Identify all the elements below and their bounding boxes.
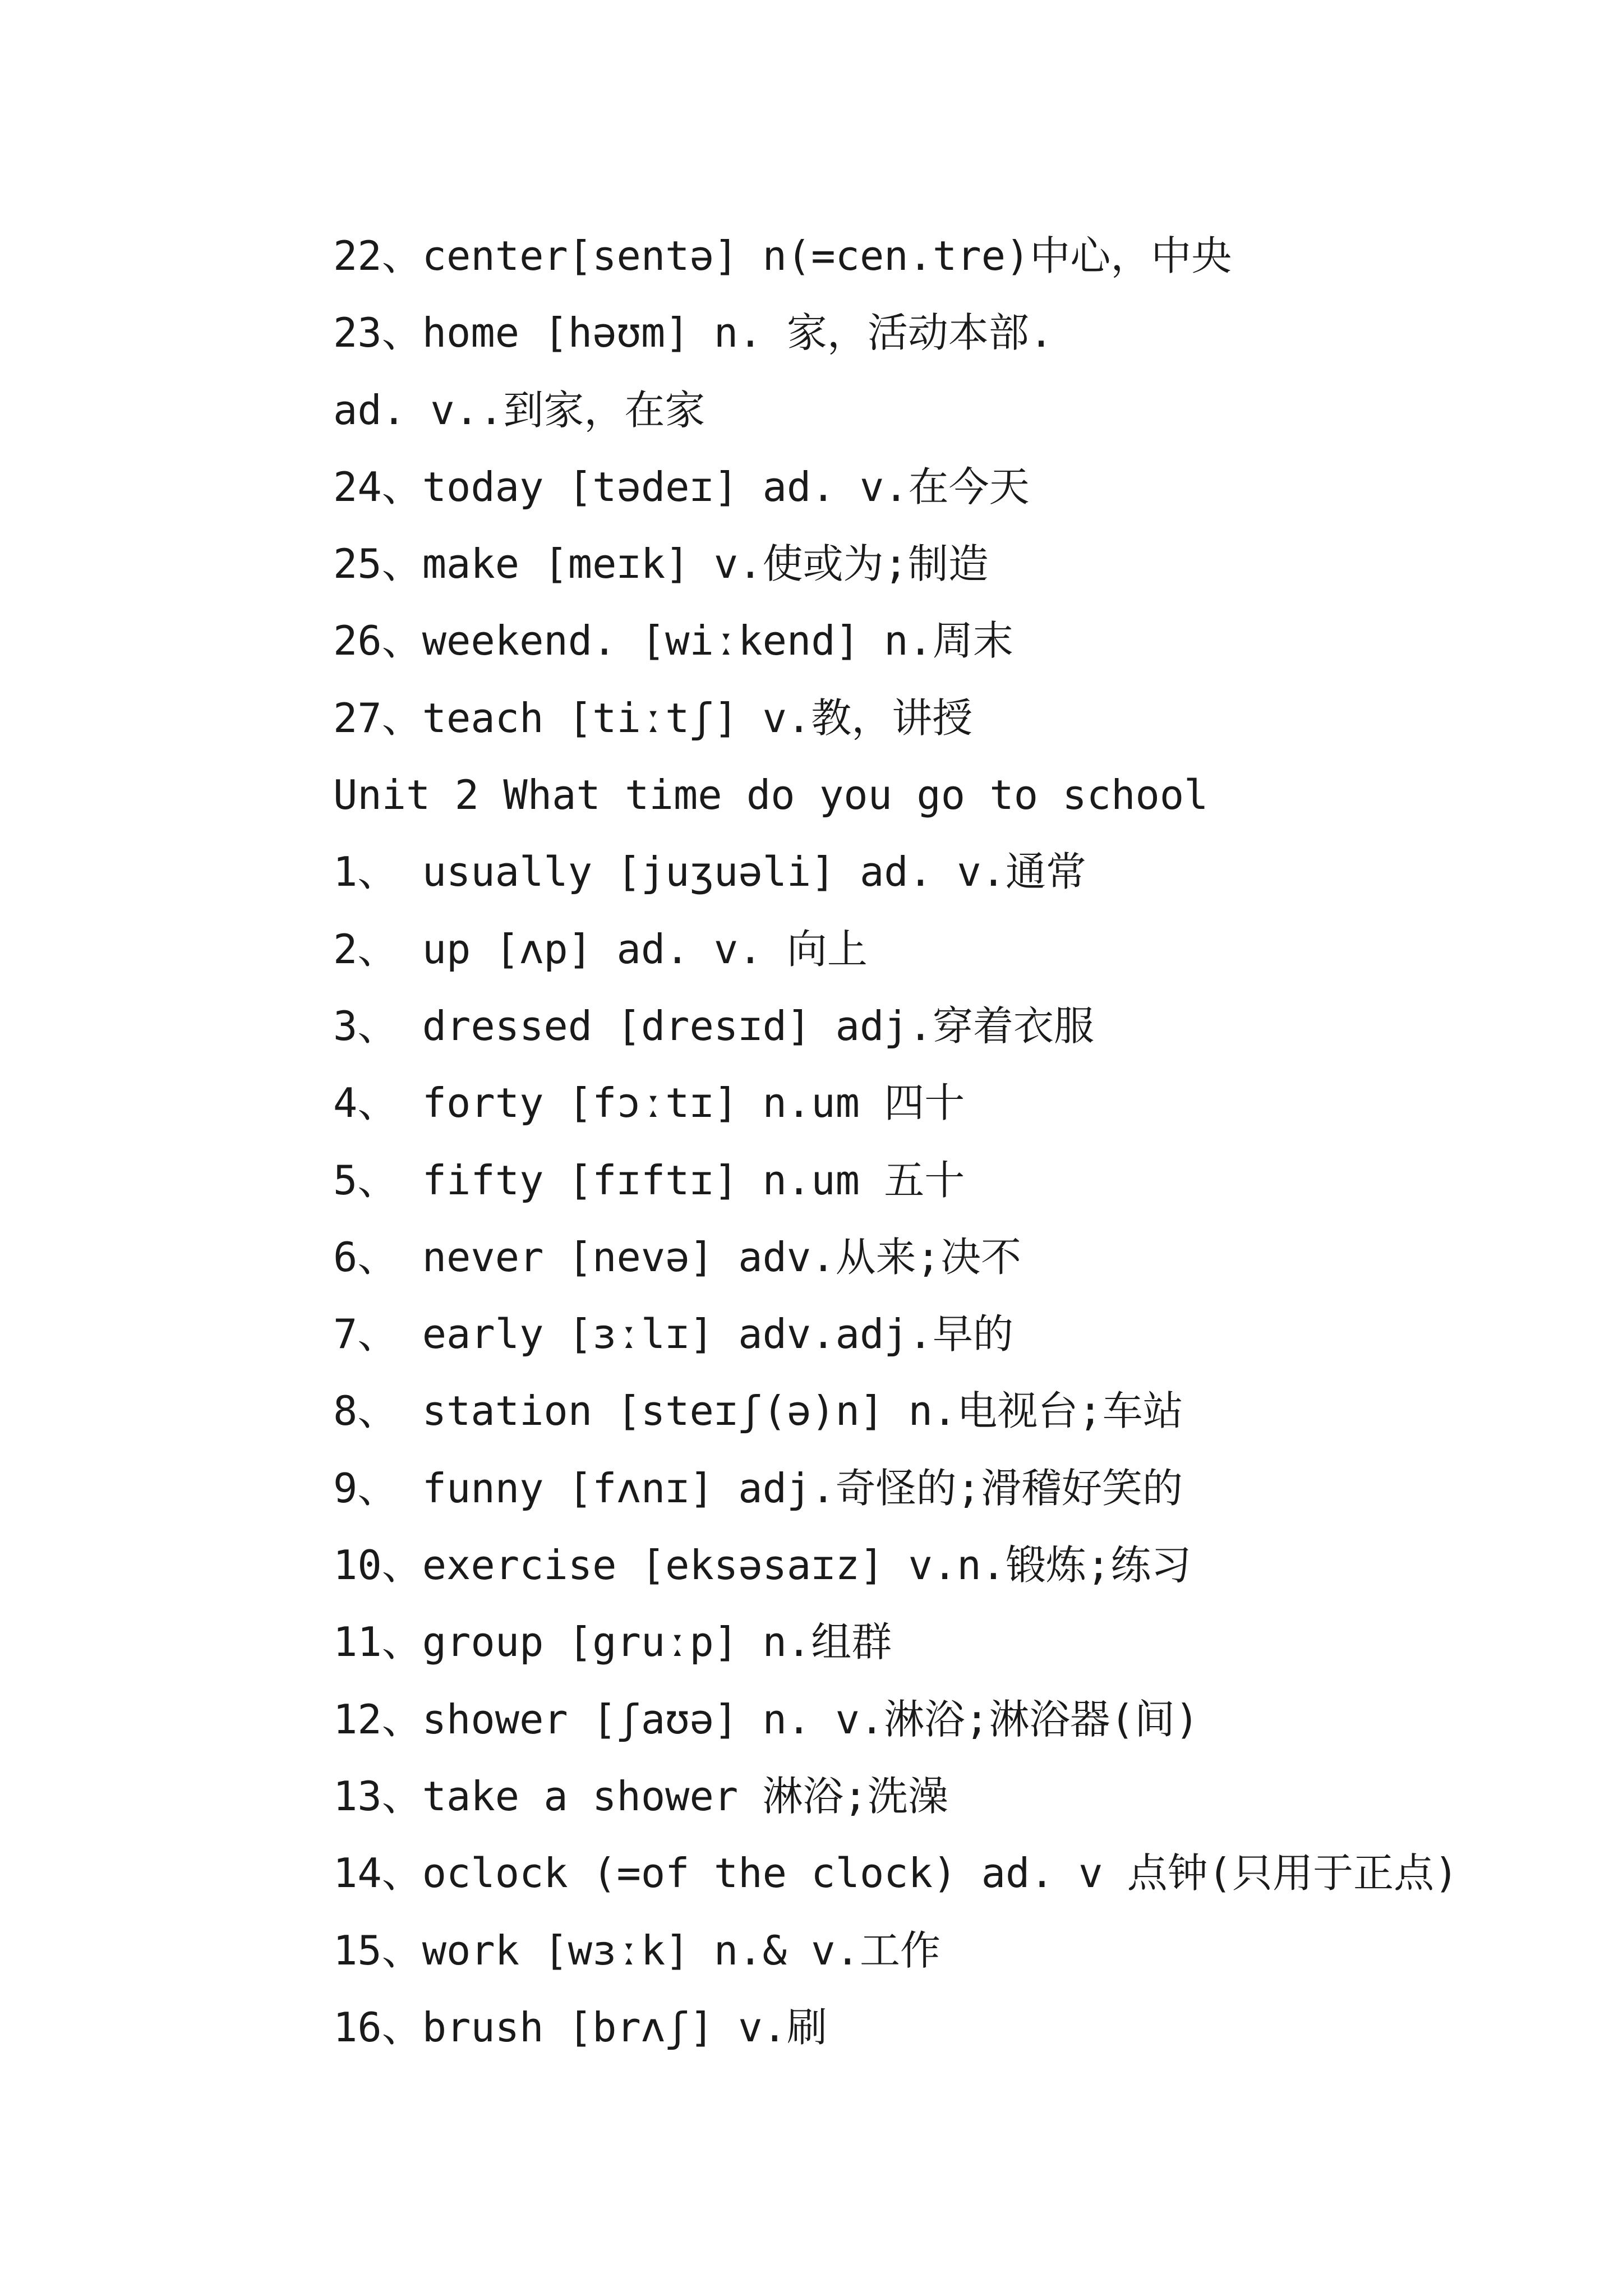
vocab-entry-22-center: 22、center[sentə] n(=cen.tre)中心，中央 — [333, 232, 1232, 279]
vocab-entry-3-dressed: 3、 dressed [dresɪd] adj.穿着衣服 — [333, 1002, 1094, 1050]
vocab-entry-16-brush: 16、brush [brʌʃ] v.刷 — [333, 2003, 827, 2051]
vocab-entry-11-group: 11、group [gruːp] n.组群 — [333, 1618, 892, 1666]
vocabulary-list — [333, 218, 1589, 2066]
vocab-entry-27-teach: 27、teach [tiːtʃ] v.教，讲授 — [333, 694, 973, 742]
vocab-entry-23-home-continued: ad. v..到家，在家 — [333, 386, 706, 434]
vocab-entry-6-never: 6、 never [nevə] adv.从来;决不 — [333, 1233, 1021, 1281]
unit-heading: Unit 2 What time do you go to school — [333, 771, 1209, 819]
vocab-entry-1-usually: 1、 usually [juʒuəli] ad. v.通常 — [333, 848, 1087, 896]
vocab-entry-5-fifty: 5、 fifty [fɪftɪ] n.um 五十 — [333, 1156, 965, 1204]
vocab-entry-4-forty: 4、 forty [fɔːtɪ] n.um 四十 — [333, 1079, 965, 1127]
vocab-entry-10-exercise: 10、exercise [eksəsaɪz] v.n.锻炼;练习 — [333, 1542, 1192, 1589]
vocab-entry-2-up: 2、 up [ʌp] ad. v. 向上 — [333, 925, 868, 973]
vocab-entry-13-take-a-shower: 13、take a shower 淋浴;洗澡 — [333, 1772, 948, 1820]
vocab-entry-7-early: 7、 early [ɜːlɪ] adv.adj.早的 — [333, 1310, 1013, 1358]
vocab-entry-26-weekend: 26、weekend. [wiːkend] n.周末 — [333, 617, 1013, 665]
vocab-entry-15-work: 15、work [wɜːk] n.& v.工作 — [333, 1926, 940, 1974]
vocab-entry-12-shower: 12、shower [ʃaʊə] n. v.淋浴;淋浴器(间) — [333, 1695, 1200, 1743]
vocab-entry-8-station: 8、 station [steɪʃ(ə)n] n.电视台;车站 — [333, 1387, 1183, 1435]
vocab-entry-25-make: 25、make [meɪk] v.使或为;制造 — [333, 540, 989, 588]
vocab-entry-9-funny: 9、 funny [fʌnɪ] adj.奇怪的;滑稽好笑的 — [333, 1464, 1183, 1512]
vocab-entry-23-home: 23、home [həʊm] n. 家，活动本部. — [333, 309, 1054, 357]
vocab-entry-24-today: 24、today [tədeɪ] ad. v.在今天 — [333, 463, 1030, 510]
vocab-entry-14-oclock: 14、oclock (=of the clock) ad. v 点钟(只用于正点) — [333, 1849, 1459, 1897]
